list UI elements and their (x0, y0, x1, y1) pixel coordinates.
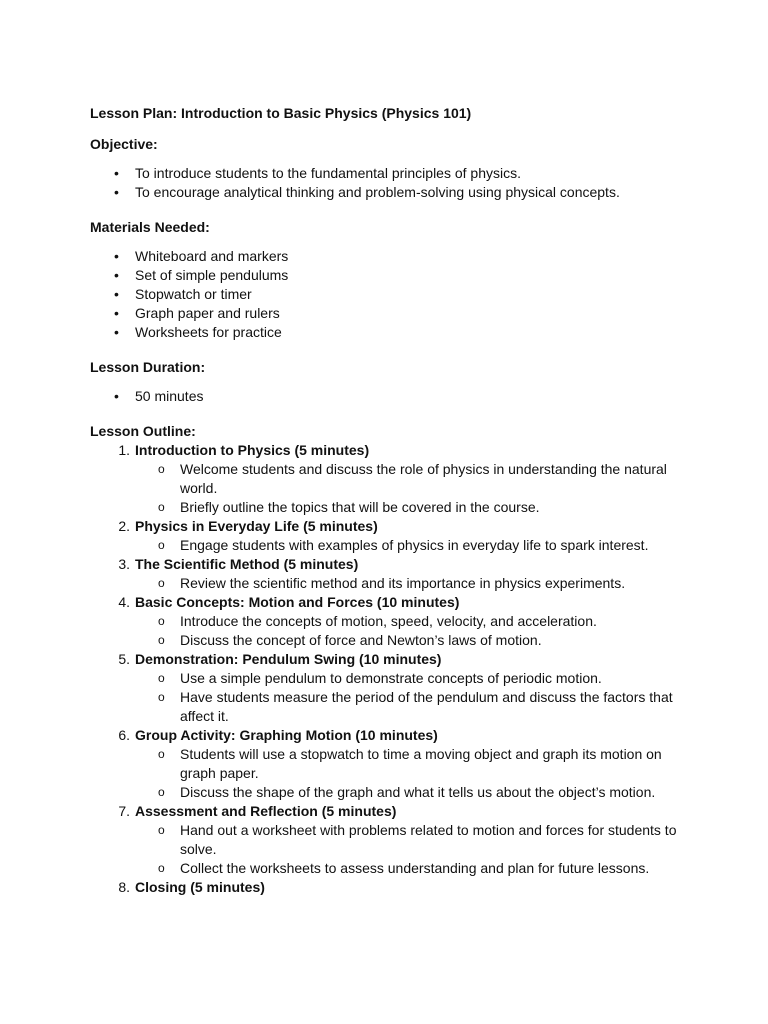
outline-step (90, 802, 690, 878)
materials-item: • Worksheets for practice (90, 323, 690, 342)
step-title: Physics in Everyday Life (5 minutes) (135, 518, 378, 534)
step-number: 5. (118, 651, 130, 667)
step-subitem: o Engage students with examples of physics in everyday life to spark interest. (135, 536, 690, 555)
step-subitem: o Have students measure the period of the pendulum and discuss the factors that affect it. (135, 688, 690, 726)
outline-step (90, 726, 690, 802)
step-subitem: o Discuss the shape of the graph and what it tells us about the object’s motion. (135, 783, 690, 802)
step-number: 2. (118, 518, 130, 534)
step-sublist (135, 821, 690, 878)
objective-heading: Objective: (90, 136, 158, 152)
document-title: Lesson Plan: Introduction to Basic Physics (Physics 101) (90, 105, 472, 121)
step-subitem: o Collect the worksheets to assess understanding and plan for future lessons. (135, 859, 690, 878)
materials-item: • Stopwatch or timer (90, 285, 690, 304)
step-number: 3. (118, 556, 130, 572)
materials-list (90, 247, 690, 342)
step-title: Assessment and Reflection (5 minutes) (135, 803, 397, 819)
step-subitem: o Students will use a stopwatch to time a moving object and graph its motion on graph paper. (135, 745, 690, 783)
objective-item: • To encourage analytical thinking and problem-solving using physical concepts. (90, 183, 690, 202)
step-subitem: o Briefly outline the topics that will be covered in the course. (135, 498, 690, 517)
outline-step (90, 650, 690, 726)
step-number: 4. (118, 594, 130, 610)
step-sublist (135, 460, 690, 517)
outline-step (90, 593, 690, 650)
step-sublist (135, 745, 690, 802)
step-title: Group Activity: Graphing Motion (10 minutes) (135, 727, 438, 743)
step-sublist (135, 612, 690, 650)
lesson-plan-document (90, 104, 690, 897)
step-subitem: o Discuss the concept of force and Newton’s laws of motion. (135, 631, 690, 650)
outline-step (90, 441, 690, 517)
step-sublist (135, 574, 690, 593)
outline-step (90, 878, 690, 897)
outline-list (90, 441, 690, 897)
objective-item: • To introduce students to the fundamental principles of physics. (90, 164, 690, 183)
step-title: Closing (5 minutes) (135, 879, 265, 895)
materials-item: • Whiteboard and markers (90, 247, 690, 266)
step-title: The Scientific Method (5 minutes) (135, 556, 359, 572)
outline-step (90, 517, 690, 555)
step-subitem: o Welcome students and discuss the role of physics in understanding the natural world. (135, 460, 690, 498)
step-subitem: o Use a simple pendulum to demonstrate concepts of periodic motion. (135, 669, 690, 688)
duration-item: • 50 minutes (90, 387, 690, 406)
step-sublist (135, 669, 690, 726)
materials-item: • Set of simple pendulums (90, 266, 690, 285)
step-number: 7. (118, 803, 130, 819)
duration-list (90, 387, 690, 406)
step-number: 6. (118, 727, 130, 743)
materials-item: • Graph paper and rulers (90, 304, 690, 323)
duration-heading: Lesson Duration: (90, 359, 206, 375)
step-title: Demonstration: Pendulum Swing (10 minutes) (135, 651, 442, 667)
step-number: 8. (118, 879, 130, 895)
objective-list (90, 164, 690, 202)
step-subitem: o Hand out a worksheet with problems related to motion and forces for students to solve. (135, 821, 690, 859)
step-subitem: o Review the scientific method and its importance in physics experiments. (135, 574, 690, 593)
materials-heading: Materials Needed: (90, 219, 210, 235)
step-title: Introduction to Physics (5 minutes) (135, 442, 370, 458)
step-sublist (135, 536, 690, 555)
step-subitem: o Introduce the concepts of motion, speed, velocity, and acceleration. (135, 612, 690, 631)
step-number: 1. (118, 442, 130, 458)
step-title: Basic Concepts: Motion and Forces (10 minutes) (135, 594, 460, 610)
outline-heading: Lesson Outline: (90, 423, 196, 439)
outline-step (90, 555, 690, 593)
